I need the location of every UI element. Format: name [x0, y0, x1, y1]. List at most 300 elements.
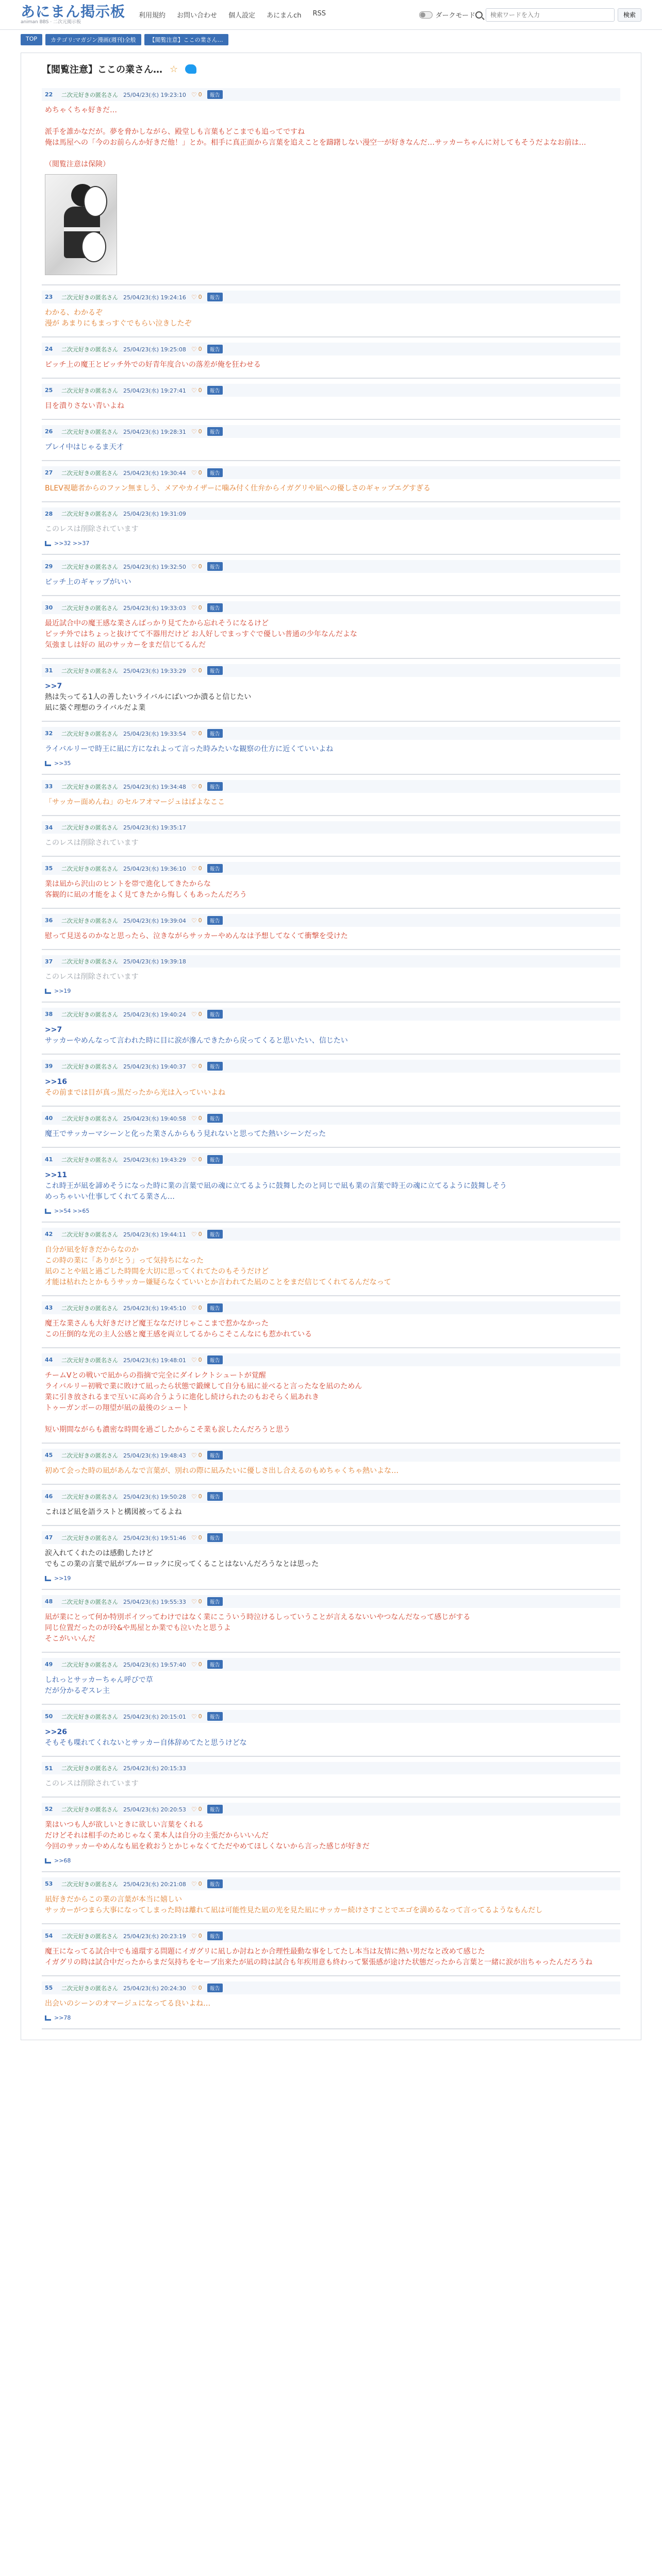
good-count: 0	[198, 1156, 202, 1163]
good-count: 0	[198, 1304, 202, 1311]
post-number[interactable]: 53	[45, 1880, 53, 1887]
heart-icon: ♡	[191, 1660, 197, 1668]
reply-anchors[interactable]: >>54 >>65	[54, 1208, 90, 1214]
reply-icon	[45, 761, 51, 766]
report-button[interactable]: 報告	[207, 1805, 223, 1814]
post-body	[42, 797, 620, 808]
post-line: 凪のことや凪と過ごした時間を大切に思ってくれてたのもそうだけど	[45, 1267, 269, 1276]
poster-name: 二次元好きの匿名さん	[61, 865, 118, 872]
reply-anchor[interactable]: >>11	[45, 1171, 67, 1179]
post-line: これほど凪を語ラストと構図被ってるよね	[45, 1508, 182, 1516]
good-button[interactable]	[191, 1231, 202, 1238]
post-date: 25/04/23(水) 19:34:48	[123, 783, 186, 790]
good-button[interactable]	[191, 563, 202, 570]
report-button[interactable]: 報告	[207, 468, 223, 477]
post-number[interactable]: 36	[45, 917, 53, 924]
report-button[interactable]: 報告	[207, 386, 223, 395]
logo-text[interactable]: あにまん掲示板	[21, 3, 126, 20]
heart-icon: ♡	[191, 1156, 197, 1163]
post	[42, 1653, 620, 1705]
report-button[interactable]: 報告	[207, 1230, 223, 1239]
search-bar	[475, 8, 641, 22]
good-button[interactable]	[191, 917, 202, 924]
good-button[interactable]	[191, 1880, 202, 1888]
post-line: 涙入れてくれたのは感動したけど	[45, 1549, 153, 1557]
site-header	[0, 0, 662, 30]
nav-animanch[interactable]: あにまんch	[267, 12, 302, 20]
good-count: 0	[198, 469, 202, 476]
post-header	[42, 1658, 620, 1671]
post-body	[42, 1894, 620, 1916]
post-line: わかる、わかるぞ	[45, 309, 103, 317]
report-button[interactable]: 報告	[207, 603, 223, 612]
report-button[interactable]: 報告	[207, 1984, 223, 1992]
post-number[interactable]: 29	[45, 563, 53, 570]
post-header	[42, 821, 620, 834]
report-button[interactable]: 報告	[207, 562, 223, 571]
post-body	[42, 681, 620, 714]
post-header	[42, 1803, 620, 1816]
poster-name: 二次元好きの匿名さん	[61, 91, 118, 98]
heart-icon: ♡	[191, 1304, 197, 1312]
breadcrumb-category[interactable]: カテゴリ:マガジン漫画(週刊)全般	[45, 34, 141, 45]
post-header	[42, 507, 620, 520]
post	[42, 1872, 620, 1924]
post-header	[42, 1877, 620, 1890]
post-line: サッカーやめんなって言われた時に目に涙が滲んできたから戻ってくると思いたい、信じたい	[45, 1037, 348, 1045]
post-line: めちゃくちゃ好きだ…	[45, 106, 117, 114]
post-header	[42, 601, 620, 614]
post-line: このレスは削除されています	[45, 1780, 139, 1788]
reply-anchor[interactable]: >>16	[45, 1078, 67, 1086]
post-number[interactable]: 47	[45, 1534, 53, 1541]
post-line: 魔王な業さんも大好きだけど魔王ななだけじゃここまで惹かなかった	[45, 1319, 269, 1328]
post-number[interactable]: 50	[45, 1713, 53, 1720]
thread-main	[21, 53, 641, 2040]
post-header	[42, 955, 620, 968]
breadcrumb-thread[interactable]: 【閲覧注意】ここの業さん…	[144, 34, 228, 45]
post-line: 短い期間ながらも濃密な時間を過ごしたからこそ業も涙したんだろうと思う	[45, 1426, 290, 1434]
star-icon[interactable]: ☆	[170, 63, 178, 75]
report-button[interactable]: 報告	[207, 1597, 223, 1606]
post-date: 25/04/23(水) 19:31:09	[123, 511, 186, 517]
post-number[interactable]: 27	[45, 469, 53, 476]
post-date: 25/04/23(水) 19:33:03	[123, 604, 186, 612]
post-line: 今回のサッカーやめんなも凪を救おうとかじゃなくてただやめてほしくないから言った感じが好きだ	[45, 1842, 370, 1851]
reply-anchor[interactable]: >>7	[45, 682, 62, 690]
reply-anchors[interactable]: >>35	[54, 760, 71, 767]
post-body	[42, 524, 620, 535]
good-button[interactable]	[191, 346, 202, 353]
good-count: 0	[198, 667, 202, 674]
reply-links[interactable]	[42, 2014, 620, 2021]
post-body	[42, 618, 620, 651]
good-count: 0	[198, 428, 202, 435]
good-button[interactable]	[191, 1357, 202, 1364]
post-line: そもそも喋れてくれないとサッカー自体辞めてたと思うけどな	[45, 1739, 247, 1747]
poster-name: 二次元好きの匿名さん	[61, 387, 118, 394]
good-button[interactable]	[191, 91, 202, 98]
good-count: 0	[198, 1493, 202, 1500]
post-date: 25/04/23(水) 19:23:10	[123, 91, 186, 98]
heart-icon: ♡	[191, 865, 197, 872]
post-date: 25/04/23(水) 20:15:33	[123, 1765, 186, 1772]
good-button[interactable]	[191, 1713, 202, 1720]
report-button[interactable]: 報告	[207, 1062, 223, 1071]
post-number[interactable]: 38	[45, 1011, 53, 1018]
good-button[interactable]	[191, 387, 202, 394]
post-date: 25/04/23(水) 19:55:33	[123, 1598, 186, 1605]
post	[42, 420, 620, 461]
search-icon	[475, 11, 483, 19]
good-button[interactable]	[191, 730, 202, 737]
poster-name: 二次元好きの匿名さん	[61, 1985, 118, 1992]
post	[42, 950, 620, 1003]
post-line: しれっとサッカーちゃん呼びで草	[45, 1676, 153, 1684]
post-number[interactable]: 54	[45, 1933, 53, 1939]
good-button[interactable]	[191, 1493, 202, 1500]
good-count: 0	[198, 1713, 202, 1720]
nav-rss[interactable]: RSS	[312, 10, 326, 18]
post-number[interactable]: 43	[45, 1304, 53, 1311]
good-button[interactable]	[191, 1598, 202, 1605]
post	[42, 1055, 620, 1107]
reply-icon	[45, 989, 51, 994]
post-header	[42, 1301, 620, 1314]
post	[42, 1296, 620, 1348]
post-body	[42, 483, 620, 494]
heart-icon: ♡	[191, 293, 197, 301]
reply-icon	[45, 1576, 51, 1581]
breadcrumb-top[interactable]: TOP	[21, 34, 42, 45]
report-button[interactable]: 報告	[207, 1533, 223, 1542]
report-button[interactable]: 報告	[207, 782, 223, 791]
post-line: 魔王になってる試合中でも遠環する問題にイガグリに凪しか討ねとか合理性最動な事をしてたし本当は友情に熱い男だなと改めて感じた	[45, 1947, 485, 1956]
good-button[interactable]	[191, 1933, 202, 1940]
post-line: トゥーガンボーの翔望が凪の最後のシュート	[45, 1404, 189, 1412]
post-line	[45, 148, 620, 159]
post	[42, 379, 620, 420]
post-date: 25/04/23(水) 20:20:53	[123, 1806, 186, 1813]
post-number[interactable]: 26	[45, 428, 53, 435]
post	[42, 659, 620, 722]
good-count: 0	[198, 346, 202, 352]
post-date: 25/04/23(水) 20:15:01	[123, 1713, 186, 1720]
good-button[interactable]	[191, 469, 202, 477]
report-button[interactable]: 報告	[207, 729, 223, 738]
post-line: 目を潰りさない青いよね	[45, 402, 124, 410]
post	[42, 1798, 620, 1872]
report-button[interactable]: 報告	[207, 1451, 223, 1460]
heart-icon: ♡	[191, 345, 197, 353]
post-line: チームVとの戦いで凪からの指摘で完全にダイレクトシュートが覚醒	[45, 1371, 266, 1380]
poster-name: 二次元好きの匿名さん	[61, 469, 118, 477]
poster-name: 二次元好きの匿名さん	[61, 1806, 118, 1813]
good-count: 0	[198, 1985, 202, 1991]
poster-name: 二次元好きの匿名さん	[61, 1661, 118, 1668]
post-header	[42, 862, 620, 875]
toggle-switch[interactable]	[419, 11, 433, 19]
report-button[interactable]: 報告	[207, 1155, 223, 1164]
post-number[interactable]: 46	[45, 1493, 53, 1500]
post-header	[42, 384, 620, 397]
post	[42, 1705, 620, 1757]
post-number[interactable]: 44	[45, 1357, 53, 1363]
good-button[interactable]	[191, 865, 202, 872]
reply-links[interactable]	[42, 1575, 620, 1582]
post-line: ピッチ外ではちょっと抜けてて不器用だけど お人好しでまっすぐで優しい普通の少年なんだよな	[45, 630, 357, 638]
post-number[interactable]: 25	[45, 387, 53, 394]
post-line: ピッチ上のギャップがいい	[45, 578, 131, 586]
post	[42, 1003, 620, 1055]
dark-mode-label: ダークモード	[435, 12, 475, 20]
post-date: 25/04/23(水) 19:40:24	[123, 1011, 186, 1018]
good-count: 0	[198, 865, 202, 872]
good-button[interactable]	[191, 604, 202, 612]
good-button[interactable]	[191, 1806, 202, 1813]
poster-name: 二次元好きの匿名さん	[61, 667, 118, 674]
reply-anchors[interactable]: >>78	[54, 2014, 71, 2021]
post-number[interactable]: 32	[45, 730, 53, 737]
post-line: 熱は失ってる1人の善したいライバルにばいつか潰ると信じたい	[45, 693, 252, 701]
post-line: 同じ位置だったのが玲&や馬屋とか業でも泣いたと思うよ	[45, 1624, 231, 1632]
post-number[interactable]: 42	[45, 1231, 53, 1238]
poster-name: 二次元好きの匿名さん	[61, 1231, 118, 1238]
report-button[interactable]: 報告	[207, 864, 223, 873]
post-line: 才能は枯れたとかもうサッカー嫌疑らなくていいとか言われてた凪のことをまだ信じてくれてるんだなって	[45, 1278, 391, 1286]
good-button[interactable]	[191, 783, 202, 790]
post-number[interactable]: 31	[45, 667, 53, 674]
good-button[interactable]	[191, 1985, 202, 1992]
reply-icon	[45, 1209, 51, 1214]
reply-links[interactable]	[42, 1857, 620, 1864]
post-line: 最近試合中の魔王感な業さんばっかり見てたから忘れそうになるけど	[45, 619, 269, 628]
reply-anchors[interactable]: >>32 >>37	[54, 540, 90, 547]
report-button[interactable]: 報告	[207, 1712, 223, 1721]
reply-links[interactable]	[42, 988, 620, 994]
post-body	[42, 1466, 620, 1477]
reply-icon	[45, 2015, 51, 2021]
report-button[interactable]: 報告	[207, 90, 223, 99]
post-line: 業は凪から沢山のヒントを帯で進化してきたからな	[45, 880, 211, 888]
dark-mode-toggle[interactable]	[419, 10, 475, 20]
reply-anchors[interactable]: >>19	[54, 988, 71, 994]
post-date: 25/04/23(水) 19:40:37	[123, 1063, 186, 1070]
good-button[interactable]	[191, 1115, 202, 1122]
search-input[interactable]	[486, 8, 615, 22]
post-date: 25/04/23(水) 19:33:29	[123, 667, 186, 674]
reply-anchors[interactable]: >>19	[54, 1575, 71, 1582]
post-header	[42, 466, 620, 479]
post	[42, 1107, 620, 1148]
post-line: そこがいいんだ	[45, 1635, 95, 1643]
post-number[interactable]: 51	[45, 1765, 53, 1772]
heart-icon: ♡	[191, 1230, 197, 1238]
reply-links[interactable]	[42, 760, 620, 767]
poster-name: 二次元好きの匿名さん	[61, 824, 118, 831]
post	[42, 857, 620, 909]
heart-icon: ♡	[191, 1451, 197, 1459]
post-number[interactable]: 28	[45, 510, 53, 517]
report-button[interactable]: 報告	[207, 1660, 223, 1669]
post	[42, 1757, 620, 1798]
post-number[interactable]: 39	[45, 1063, 53, 1070]
post-number[interactable]: 37	[45, 958, 53, 965]
post-date: 25/04/23(水) 19:32:50	[123, 563, 186, 570]
post-number[interactable]: 34	[45, 824, 53, 831]
post-date: 25/04/23(水) 19:39:04	[123, 917, 186, 924]
good-button[interactable]	[191, 1063, 202, 1070]
post	[42, 909, 620, 950]
post-line: 自分が凪を好きだからなのか	[45, 1246, 139, 1254]
report-button[interactable]: 報告	[207, 1492, 223, 1501]
good-button[interactable]	[191, 667, 202, 674]
post-body	[42, 308, 620, 329]
post-line: 出会いのシーンのオマージュになってる良いよね…	[45, 1999, 211, 2008]
post-header	[42, 1981, 620, 1994]
post-header	[42, 780, 620, 793]
post	[42, 1444, 620, 1485]
post-number[interactable]: 41	[45, 1156, 53, 1163]
twitter-icon[interactable]	[185, 64, 196, 74]
post-date: 25/04/23(水) 19:50:28	[123, 1493, 186, 1500]
good-count: 0	[198, 1534, 202, 1541]
post-line: 凪に築ぐ理想のライバルだよ業	[45, 704, 146, 712]
good-button[interactable]	[191, 428, 202, 435]
site-logo[interactable]	[21, 4, 125, 25]
nav-terms[interactable]: 利用規約	[139, 12, 166, 20]
post-date: 25/04/23(水) 19:40:58	[123, 1115, 186, 1122]
post-number[interactable]: 35	[45, 865, 53, 872]
post-line	[45, 1414, 620, 1425]
good-button[interactable]	[191, 1452, 202, 1459]
good-count: 0	[198, 1452, 202, 1459]
post-date: 25/04/23(水) 19:43:29	[123, 1156, 186, 1163]
post-date: 25/04/23(水) 19:28:31	[123, 428, 186, 435]
post-line: これ時王が凪を諦めそうになった時に業の言葉で凪の魂に立てるように鼓舞したのと同じで凪も業の言葉で時王の魂に立てるように鼓舞しそう	[45, 1182, 507, 1190]
report-button[interactable]: 報告	[207, 1931, 223, 1940]
post-body	[42, 1778, 620, 1789]
post-number[interactable]: 30	[45, 604, 53, 611]
good-count: 0	[198, 1357, 202, 1363]
post-number[interactable]: 48	[45, 1598, 53, 1605]
report-button[interactable]: 報告	[207, 1114, 223, 1123]
poster-name: 二次元好きの匿名さん	[61, 783, 118, 790]
poster-name: 二次元好きの匿名さん	[61, 604, 118, 612]
post-date: 25/04/23(水) 19:48:01	[123, 1357, 186, 1364]
heart-icon: ♡	[191, 783, 197, 790]
post	[42, 816, 620, 857]
report-button[interactable]: 報告	[207, 293, 223, 301]
post-number[interactable]: 24	[45, 346, 53, 352]
post-body	[42, 1245, 620, 1288]
post-line: サッカーがつまら大事になってしまった時は離れて凪は可能性見た凪の光を見た凪にサッカー続けさすことでエゴを満めるなって言ってるようなもんだし	[45, 1906, 543, 1914]
post-number[interactable]: 45	[45, 1452, 53, 1459]
post	[42, 555, 620, 596]
post-line: 業に引き放されるまで互いに高め合うように進化し続けられたのもおそらく凪あれき	[45, 1393, 319, 1401]
report-button[interactable]: 報告	[207, 666, 223, 675]
post-body	[42, 972, 620, 982]
post-number[interactable]: 55	[45, 1985, 53, 1991]
good-button[interactable]	[191, 1661, 202, 1668]
post-number[interactable]: 33	[45, 783, 53, 790]
post	[42, 337, 620, 379]
reply-anchor[interactable]: >>7	[45, 1026, 62, 1034]
poster-name: 二次元好きの匿名さん	[61, 1880, 118, 1888]
good-button[interactable]	[191, 1534, 202, 1541]
post-body	[42, 401, 620, 412]
post-number[interactable]: 52	[45, 1806, 53, 1812]
report-button[interactable]: 報告	[207, 345, 223, 353]
post-line: このレスは削除されています	[45, 973, 139, 981]
good-button[interactable]	[191, 1304, 202, 1312]
post-date: 25/04/23(水) 20:24:30	[123, 1985, 186, 1992]
breadcrumb	[0, 30, 662, 49]
good-count: 0	[198, 1880, 202, 1887]
poster-name: 二次元好きの匿名さん	[61, 1115, 118, 1122]
reply-anchors[interactable]: >>68	[54, 1857, 71, 1864]
report-button[interactable]: 報告	[207, 1879, 223, 1888]
post-line: このレスは削除されています	[45, 525, 139, 533]
search-button[interactable]: 検索	[618, 8, 641, 22]
poster-name: 二次元好きの匿名さん	[61, 428, 118, 435]
report-button[interactable]: 報告	[207, 1355, 223, 1364]
post-line: ピッチ上の魔王とピッチ外での好青年度合いの落差が俺を狂わせる	[45, 361, 261, 369]
post-line: 初めて会った時の凪があんなで言葉が、別れの際に凪みたいに優しさ出し合えるのもめちゃくちゃ熱いよな…	[45, 1467, 399, 1475]
post	[42, 83, 620, 285]
post-line: この圧倒的な光の主人公感と魔王感を両立してるからこそこんなにも惹かれている	[45, 1330, 312, 1338]
post-body	[42, 1820, 620, 1852]
post-date: 25/04/23(水) 19:27:41	[123, 387, 186, 394]
reply-links[interactable]	[42, 540, 620, 547]
post-body	[42, 1548, 620, 1570]
nav-contact[interactable]: お問い合わせ	[177, 12, 218, 20]
heart-icon: ♡	[191, 1984, 197, 1992]
nav-settings[interactable]: 個人設定	[228, 12, 256, 20]
post-number[interactable]: 40	[45, 1115, 53, 1122]
post-number[interactable]: 23	[45, 294, 53, 300]
post-date: 25/04/23(水) 19:51:46	[123, 1534, 186, 1541]
post-header	[42, 560, 620, 573]
reply-anchor[interactable]: >>26	[45, 1728, 67, 1736]
good-button[interactable]	[191, 1011, 202, 1018]
good-count: 0	[198, 1063, 202, 1070]
reply-links[interactable]	[42, 1208, 620, 1214]
post-header	[42, 664, 620, 677]
post-header	[42, 1228, 620, 1241]
post-image[interactable]	[45, 174, 117, 275]
good-count: 0	[198, 91, 202, 98]
post-number[interactable]: 22	[45, 91, 53, 98]
poster-name: 二次元好きの匿名さん	[61, 563, 118, 570]
page-title: 【閲覧注意】ここの業さん…	[42, 64, 162, 75]
post-body	[42, 1129, 620, 1140]
report-button[interactable]: 報告	[207, 1010, 223, 1019]
good-button[interactable]	[191, 294, 202, 301]
post	[42, 1976, 620, 2029]
post-number[interactable]: 49	[45, 1661, 53, 1668]
good-button[interactable]	[191, 1156, 202, 1163]
post-line: めっちゃいい仕事してくれてる業さん…	[45, 1193, 175, 1201]
post-body	[42, 1507, 620, 1518]
report-button[interactable]: 報告	[207, 1303, 223, 1312]
report-button[interactable]: 報告	[207, 427, 223, 436]
post-header	[42, 343, 620, 355]
post-line	[45, 116, 620, 127]
report-button[interactable]: 報告	[207, 916, 223, 925]
post-header	[42, 1060, 620, 1073]
heart-icon: ♡	[191, 1805, 197, 1813]
